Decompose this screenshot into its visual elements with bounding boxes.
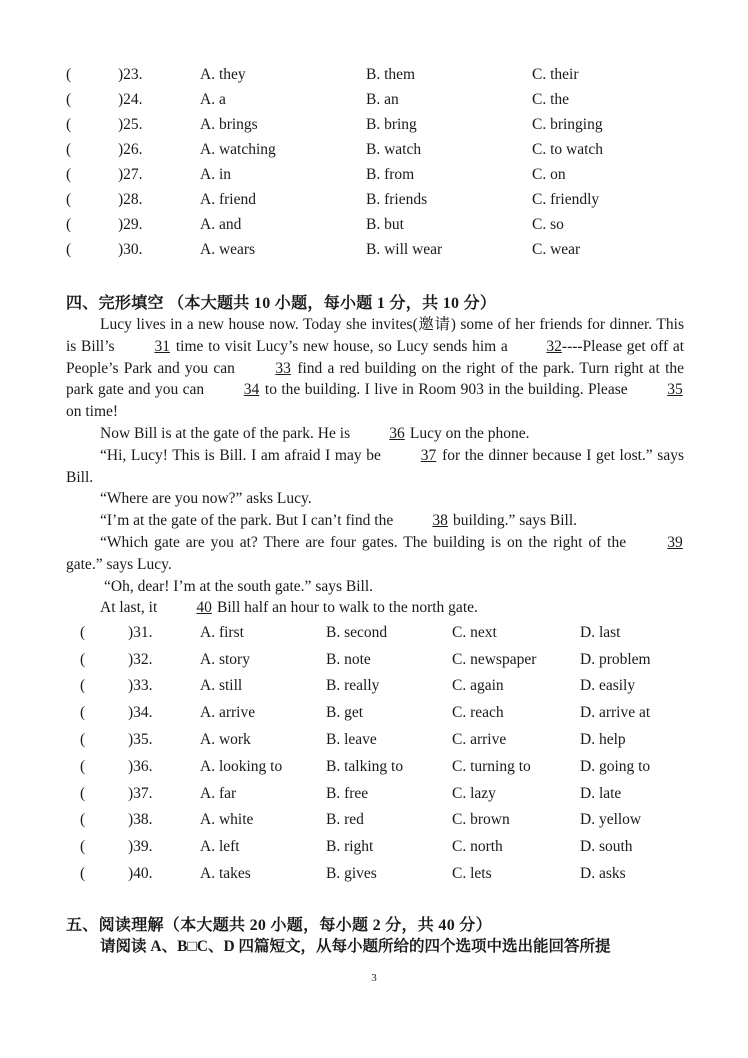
option-d: D. late: [580, 785, 622, 802]
answer-paren: (: [66, 166, 72, 183]
section-heading: 四、完形填空 （本大题共 10 小题，每小题 1 分，共 10 分）: [66, 295, 497, 312]
answer-paren: (: [80, 758, 86, 775]
answer-paren: (: [80, 651, 86, 668]
option-a: A. in: [200, 166, 231, 183]
question-number: )31.: [128, 624, 153, 641]
option-b: B. will wear: [366, 241, 443, 258]
option-c: C. brown: [452, 811, 510, 828]
answer-paren: (: [80, 785, 86, 802]
blank-40: 40: [196, 599, 212, 617]
answer-paren: (: [80, 624, 86, 641]
answer-paren: (: [80, 838, 86, 855]
question-number: )23.: [118, 66, 143, 83]
passage-text: “Hi, Lucy! This is Bill. I am afraid I may be: [100, 446, 386, 464]
question-row: [66, 141, 686, 166]
option-b: B. gives: [326, 865, 377, 882]
passage-text: “Where are you now?” asks Lucy.: [100, 490, 312, 508]
passage-paragraph: [66, 423, 684, 445]
blank-34: 34: [243, 381, 260, 399]
question-number: )24.: [118, 91, 143, 108]
question-number: )29.: [118, 216, 143, 233]
option-d: D. help: [580, 731, 626, 748]
blank-36: 36: [389, 424, 405, 442]
answer-paren: (: [66, 241, 72, 258]
option-b: B. leave: [326, 731, 377, 748]
passage-text: Bill half an hour to walk to the north gate.: [213, 599, 478, 617]
question-row: [80, 838, 690, 864]
question-row: [80, 865, 690, 891]
blank-33: 33: [275, 359, 291, 377]
option-b: B. talking to: [326, 758, 404, 775]
passage-text: ----Please get off at People’s Park and you can: [66, 337, 685, 377]
option-c: C. newspaper: [452, 651, 537, 668]
blank-38: 38: [432, 512, 448, 530]
question-number: )35.: [128, 731, 153, 748]
question-row: [80, 731, 690, 757]
blank-35: 35: [667, 381, 683, 399]
page-number: 3: [371, 972, 377, 984]
option-a: A. looking to: [200, 758, 283, 775]
question-number: )25.: [118, 116, 143, 133]
option-c: C. the: [532, 91, 570, 108]
answer-paren: (: [66, 216, 72, 233]
passage-text: find a red building on the right of the park. Turn right at the park gate and you can: [66, 359, 685, 399]
question-row: [66, 191, 686, 216]
passage-text: At last, it: [100, 599, 162, 617]
question-row: [80, 624, 690, 650]
answer-paren: (: [80, 865, 86, 882]
option-a: A. wears: [200, 241, 256, 258]
question-number: )40.: [128, 865, 153, 882]
option-d: D. last: [580, 624, 621, 641]
passage-paragraph: [66, 488, 684, 510]
question-row: [80, 758, 690, 784]
passage-text: for the dinner because I get lost.” says Bill.: [66, 446, 684, 486]
question-row: [80, 651, 690, 677]
passage-text: “Which gate are you at? There are four gates. The building is on the right of the: [100, 533, 632, 551]
passage-text: time to visit Lucy’s new house, so Lucy sends him a: [171, 337, 513, 355]
answer-paren: (: [66, 141, 72, 158]
question-row: [66, 66, 686, 91]
answer-paren: (: [66, 116, 72, 133]
passage-text: gate.” says Lucy.: [66, 555, 172, 573]
question-row: [80, 811, 690, 837]
question-number: )26.: [118, 141, 143, 158]
option-a: A. brings: [200, 116, 258, 133]
option-a: A. takes: [200, 865, 251, 882]
option-b: B. bring: [366, 116, 417, 133]
passage-text: building.” says Bill.: [449, 512, 577, 530]
question-number: )37.: [128, 785, 153, 802]
option-b: B. red: [326, 811, 364, 828]
option-b: B. from: [366, 166, 415, 183]
option-b: B. second: [326, 624, 388, 641]
passage-paragraph: [66, 576, 684, 598]
option-b: B. note: [326, 651, 371, 668]
option-b: B. them: [366, 66, 416, 83]
option-a: A. arrive: [200, 704, 256, 721]
section-instruction: 请阅读 A、B□C、D 四篇短文，从每小题所给的四个选项中选出能回答所提: [100, 938, 611, 955]
option-b: B. friends: [366, 191, 428, 208]
question-number: )33.: [128, 677, 153, 694]
blank-32: 32: [546, 337, 562, 355]
option-a: A. work: [200, 731, 251, 748]
option-c: C. reach: [452, 704, 504, 721]
passage-paragraph: [66, 314, 684, 423]
option-a: A. and: [200, 216, 242, 233]
option-b: B. free: [326, 785, 369, 802]
option-a: A. white: [200, 811, 254, 828]
blank-37: 37: [420, 446, 437, 464]
answer-paren: (: [80, 704, 86, 721]
answer-paren: (: [66, 91, 72, 108]
question-row: [80, 704, 690, 730]
option-a: A. first: [200, 624, 244, 641]
option-d: D. problem: [580, 651, 651, 668]
passage-text: Now Bill is at the gate of the park. He is: [100, 424, 354, 442]
cloze-passage: [66, 314, 684, 619]
passage-text: “Oh, dear! I’m at the south gate.” says Bill.: [104, 577, 374, 595]
question-row: [66, 91, 686, 116]
passage-paragraph: [66, 597, 684, 619]
option-c: C. on: [532, 166, 566, 183]
option-d: D. asks: [580, 865, 626, 882]
option-c: C. arrive: [452, 731, 507, 748]
option-c: C. so: [532, 216, 564, 233]
option-c: C. north: [452, 838, 503, 855]
option-a: A. they: [200, 66, 246, 83]
answer-paren: (: [80, 677, 86, 694]
question-number: )28.: [118, 191, 143, 208]
option-d: D. yellow: [580, 811, 642, 828]
passage-text: Lucy lives in a new house now. Today she invites(邀请) some of her friends for dinner. This is Bill’s: [66, 316, 684, 355]
question-row: [66, 116, 686, 141]
question-number: )32.: [128, 651, 153, 668]
option-b: B. right: [326, 838, 374, 855]
option-d: D. arrive at: [580, 704, 651, 721]
option-c: C. lazy: [452, 785, 496, 802]
option-c: C. turning to: [452, 758, 531, 775]
option-c: C. lets: [452, 865, 492, 882]
question-number: )27.: [118, 166, 143, 183]
question-row: [80, 677, 690, 703]
passage-text: “I’m at the gate of the park. But I can’t find the: [100, 512, 398, 530]
question-row: [66, 166, 686, 191]
section-heading: 五、阅读理解（本大题共 20 小题，每小题 2 分，共 40 分）: [66, 917, 492, 934]
option-a: A. story: [200, 651, 250, 668]
question-number: )39.: [128, 838, 153, 855]
question-number: )38.: [128, 811, 153, 828]
passage-text: Lucy on the phone.: [405, 424, 530, 442]
option-c: C. again: [452, 677, 504, 694]
option-d: D. easily: [580, 677, 636, 694]
option-c: C. bringing: [532, 116, 603, 133]
option-b: B. get: [326, 704, 364, 721]
option-d: D. going to: [580, 758, 651, 775]
option-a: A. friend: [200, 191, 256, 208]
option-a: A. a: [200, 91, 226, 108]
question-row: [66, 216, 686, 241]
option-a: A. far: [200, 785, 237, 802]
passage-paragraph: [66, 532, 684, 576]
option-d: D. south: [580, 838, 633, 855]
passage-paragraph: [66, 445, 684, 489]
question-number: )30.: [118, 241, 143, 258]
question-row: [80, 785, 690, 811]
blank-39: 39: [667, 533, 683, 551]
answer-paren: (: [80, 731, 86, 748]
answer-paren: (: [66, 191, 72, 208]
option-c: C. to watch: [532, 141, 604, 158]
passage-text: on time!: [66, 403, 119, 421]
option-c: C. wear: [532, 241, 581, 258]
question-number: )36.: [128, 758, 153, 775]
option-b: B. an: [366, 91, 399, 108]
option-a: A. left: [200, 838, 240, 855]
option-c: C. next: [452, 624, 497, 641]
option-a: A. still: [200, 677, 243, 694]
option-b: B. watch: [366, 141, 422, 158]
question-row: [66, 241, 686, 266]
option-b: B. really: [326, 677, 380, 694]
option-c: C. their: [532, 66, 579, 83]
passage-text: to the building. I live in Room 903 in the building. Please: [260, 381, 633, 399]
option-a: A. watching: [200, 141, 276, 158]
answer-paren: (: [66, 66, 72, 83]
question-number: )34.: [128, 704, 153, 721]
passage-paragraph: [66, 510, 684, 532]
option-c: C. friendly: [532, 191, 600, 208]
answer-paren: (: [80, 811, 86, 828]
blank-31: 31: [154, 337, 170, 355]
option-b: B. but: [366, 216, 404, 233]
